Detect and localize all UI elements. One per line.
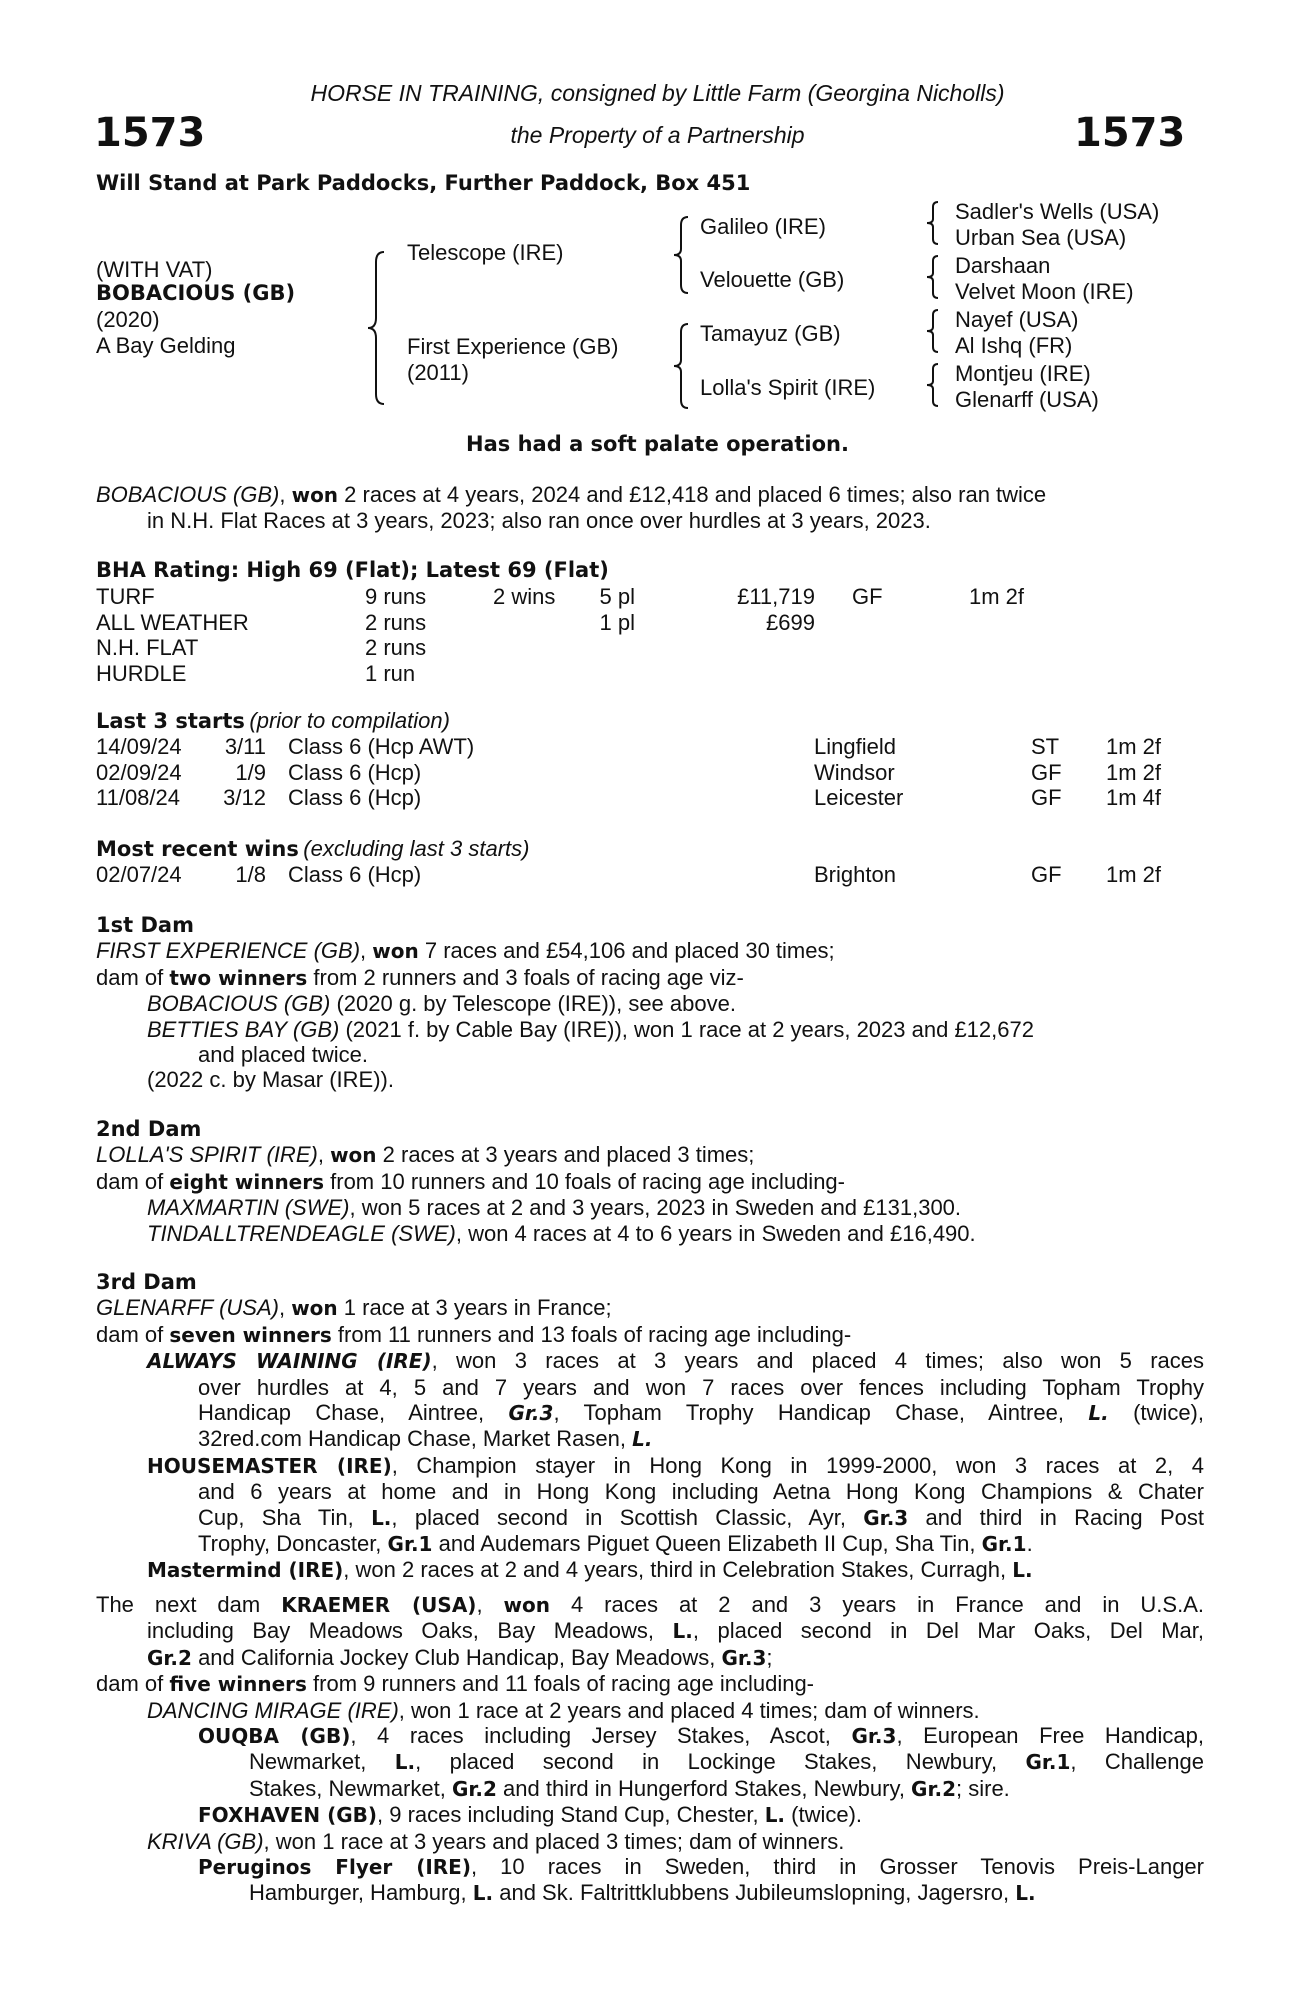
race-course: Leicester [814, 785, 904, 810]
entry-text: , won 1 race at 2 years and placed 4 times; dam of winners. [398, 1697, 980, 1723]
summary-horse-name: BOBACIOUS (GB) [96, 482, 280, 507]
g3-sadlers-wells: Sadler's Wells (USA) [955, 199, 1160, 224]
entry-peruginos-flyer [96, 1854, 1204, 1907]
race-position: 3/12 [223, 785, 266, 810]
second-dam-name: LOLLA'S SPIRIT (IRE) [96, 1142, 318, 1168]
entry-text: , European Free Handicap, [896, 1723, 1205, 1749]
foal-text: , won 4 races at 4 to 6 years in Sweden and £16,490. [455, 1220, 976, 1246]
listed-tag: L. [632, 1427, 653, 1452]
next-dam-text: 4 races at 2 and 3 years in France and in U.S.A. [550, 1592, 1204, 1617]
entry-text: , placed second in Lockinge Stakes, Newbury, [415, 1749, 1026, 1775]
third-dam-title: 3rd Dam [96, 1270, 197, 1294]
entry-text: Cup, Sha Tin, [198, 1504, 372, 1530]
foal-text: , won 5 races at 2 and 3 years, 2023 in Sweden and £131,300. [349, 1195, 962, 1221]
foal-name: TINDALLTRENDEAGLE (SWE) [147, 1220, 456, 1246]
g3-al-ishq: Al Ishq (FR) [955, 333, 1073, 358]
stabling-location: Will Stand at Park Paddocks, Further Paddock, Box 451 [96, 171, 751, 195]
next-dam-text: ; [766, 1644, 773, 1670]
grade-tag: Gr.3 [863, 1505, 909, 1530]
foal-name: MAXMARTIN (SWE) [147, 1195, 350, 1221]
rating-runs: 1 run [365, 660, 416, 686]
first-dam-produce-bold: two winners [169, 965, 308, 990]
second-dam-record: 2 races at 3 years and placed 3 times; [376, 1142, 755, 1168]
race-course: Windsor [814, 759, 895, 785]
dam-dam: Lolla's Spirit (IRE) [700, 375, 876, 400]
entry-text: Trophy, Doncaster, [198, 1531, 388, 1557]
rating-runs: 2 runs [365, 635, 427, 660]
entry-name: DANCING MIRAGE (IRE) [147, 1697, 399, 1723]
first-dam-produce-post: from 2 runners and 3 foals of racing age viz- [307, 964, 744, 990]
third-dam-won: won [291, 1296, 338, 1321]
third-dam-produce-pre: dam of [96, 1321, 170, 1347]
grade-tag: Gr.1 [1025, 1750, 1071, 1775]
recent-wins-subtitle: (excluding last 3 starts) [303, 836, 530, 861]
entry-text: and 6 years at home and in Hong Kong including Aetna Hong Kong Champions & Chater [198, 1479, 1204, 1505]
horse-year: (2020) [96, 307, 160, 332]
race-going: GF [1031, 785, 1062, 810]
rating-surface: TURF [96, 584, 155, 609]
entry-text: and third in Hungerford Stakes, Newbury, [496, 1775, 912, 1801]
foal-2022-colt: (2022 c. by Masar (IRE)). [147, 1067, 394, 1093]
entry-text: Hamburger, Hamburg, [249, 1880, 473, 1906]
recent-wins-heading [96, 836, 529, 862]
next-dam-text: including Bay Meadows Oaks, Bay Meadows, [147, 1618, 673, 1644]
entry-text: ; sire. [956, 1775, 1010, 1801]
race-course: Brighton [814, 862, 896, 887]
entry-text: , 9 races including Stand Cup, Chester, [377, 1802, 765, 1828]
first-dam-title: 1st Dam [96, 913, 194, 937]
grade-tag: Gr.3 [851, 1724, 897, 1749]
listed-tag: L. [672, 1619, 693, 1644]
lot-number-left: 1573 [94, 110, 206, 156]
entry-text: 32red.com Handicap Chase, Market Rasen, [198, 1426, 633, 1452]
next-dam-won: won [503, 1593, 550, 1617]
grade-tag: Gr.2 [451, 1776, 497, 1801]
last-starts-title: Last 3 starts [96, 709, 245, 733]
rating-distance: 1m 2f [969, 584, 1025, 609]
next-dam-produce-post: from 9 runners and 11 foals of racing age including- [306, 1671, 815, 1697]
rating-earnings: £699 [766, 609, 815, 635]
entry-text: , won 1 race at 3 years and placed 3 times; dam of winners. [263, 1828, 845, 1854]
rating-going: GF [852, 584, 883, 609]
summary-text: 2 races at 4 years, 2024 and £12,418 and placed 6 times; also ran twice [338, 482, 1047, 507]
next-dam-name: KRAEMER (USA) [281, 1593, 477, 1617]
second-dam-produce-pre: dam of [96, 1168, 170, 1194]
rating-runs: 9 runs [365, 584, 427, 609]
soft-palate-notice: Has had a soft palate operation. [466, 432, 849, 456]
last-starts-subtitle: (prior to compilation) [249, 708, 450, 733]
entry-text: , 10 races in Sweden, third in Grosser Tenovis Preis-Langer [470, 1854, 1204, 1880]
pedigree-brace-g3-4 [925, 362, 941, 408]
listed-tag: L. [1088, 1401, 1109, 1426]
third-dam-produce-post: from 11 runners and 13 foals of racing age including- [331, 1321, 852, 1347]
grade-tag: Gr.3 [721, 1645, 767, 1670]
next-dam-produce-bold: five winners [169, 1672, 307, 1697]
entry-ouqba [96, 1723, 1204, 1802]
g3-montjeu: Montjeu (IRE) [955, 361, 1091, 386]
entry-text: , Topham Trophy Handicap Chase, Aintree, [553, 1400, 1089, 1426]
race-position: 1/9 [235, 759, 266, 785]
race-class: Class 6 (Hcp) [288, 759, 422, 785]
entry-name: Peruginos Flyer (IRE) [198, 1855, 471, 1880]
sire-name: Telescope (IRE) [407, 240, 564, 265]
rating-runs: 2 runs [365, 609, 427, 635]
race-going: GF [1031, 759, 1062, 785]
entry-text: . [1026, 1531, 1033, 1557]
vat-label: (WITH VAT) [96, 257, 213, 282]
first-dam-produce-pre: dam of [96, 964, 170, 990]
g3-urban-sea: Urban Sea (USA) [955, 225, 1127, 250]
entry-text: , won 2 races at 2 and 4 years, third in Celebration Stakes, Curragh, [343, 1557, 1013, 1583]
entry-text: Handicap Chase, Aintree, [198, 1400, 509, 1426]
entry-text: (twice). [785, 1802, 863, 1828]
pedigree-brace-g3-3 [925, 308, 941, 354]
foal-tindalltrendeagle [96, 1221, 1204, 1246]
foal-text: (2020 g. by Telescope (IRE)), see above. [330, 991, 736, 1017]
race-class: Class 6 (Hcp AWT) [288, 734, 475, 759]
g3-glenarff: Glenarff (USA) [955, 387, 1099, 412]
foal-betties-bay-cont: and placed twice. [198, 1042, 368, 1068]
pedigree-brace-sire [672, 215, 692, 295]
entry-name: HOUSEMASTER (IRE) [147, 1453, 392, 1478]
next-dam-text: , placed second in Del Mar Oaks, Del Mar, [692, 1618, 1205, 1644]
foal-name: BETTIES BAY (GB) [147, 1016, 340, 1042]
entry-name: ALWAYS WAINING (IRE) [147, 1349, 432, 1374]
first-dam-won: won [372, 939, 419, 964]
race-going: ST [1031, 734, 1060, 759]
third-dam-name: GLENARFF (USA) [96, 1295, 279, 1321]
property-line: the Property of a Partnership [510, 122, 805, 148]
dam-name: First Experience (GB) [407, 334, 619, 359]
grade-tag: Gr.2 [147, 1645, 192, 1670]
entry-always-waining [96, 1348, 1204, 1453]
pedigree-brace-dam [672, 322, 692, 410]
g3-velvet-moon: Velvet Moon (IRE) [955, 279, 1134, 304]
race-date: 11/08/24 [96, 785, 181, 810]
rating-earnings: £11,719 [737, 584, 815, 609]
sire-dam: Velouette (GB) [700, 267, 845, 292]
race-date: 02/09/24 [96, 759, 182, 785]
lot-number-right: 1573 [1074, 110, 1186, 156]
race-position: 3/11 [224, 734, 266, 759]
entry-name: Mastermind (IRE) [147, 1558, 344, 1583]
entry-text: , Champion stayer in Hong Kong in 1999-2000, won 3 races at 2, 4 [391, 1452, 1205, 1478]
entry-text: , won 3 races at 3 years and placed 4 times; also won 5 races [431, 1348, 1204, 1374]
next-dam-produce-pre: dam of [96, 1671, 170, 1697]
pedigree-brace-g3-2 [925, 254, 941, 300]
entry-dancing-mirage [96, 1698, 1204, 1723]
second-dam-produce-bold: eight winners [169, 1169, 325, 1194]
race-distance: 1m 4f [1106, 785, 1162, 810]
race-record-summary: BOBACIOUS (GB), won 2 races at 4 years, 2024 and £12,418 and placed 6 times; also ran twice in N.H. Flat Races at 3 years, 2023; also ran once over hurdles at 3 years, 2023. [96, 482, 1204, 534]
next-dam-section: The next dam KRAEMER (USA), won 4 races at 2 and 3 years in France and in U.S.A. including Bay Meadows Oaks, Bay Meadows, L., placed second in Del Mar Oaks, Del Mar, Gr.2 and California Jockey Club Handicap, Bay Meadows, Gr.3; dam of five winners from 9 runners and 11 foals of racing age including- DANCING MIRAGE (IRE), won 1 race at 2 years and placed 4 times; dam of winners. OUQBA (GB), 4 races including Jersey Stakes, Ascot, Gr.3, European Free Handicap, Newmarket, L., placed second in Lockinge Stakes, Newbury, Gr.1, Challenge Stakes, Newmarket, Gr.2 and third in Hungerford Stakes, Newbury, Gr.2; sire. FOXHAVEN (GB), 9 races including Stand Cup, Chester, L. (twice). KRIVA (GB), won 1 race at 3 years and placed 3 times; dam of winners. Peruginos Flyer (IRE), 10 races in Sweden, third in Grosser Tenovis Preis-Langer Hamburger, Hamburg, L. and Sk. Faltrittklubbens Jubileumslopning, Jagersro, L. [96, 1592, 1205, 1906]
entry-text: , placed second in Scottish Classic, Ayr, [391, 1504, 864, 1530]
rating-placed: 1 pl [599, 609, 635, 635]
race-date: 02/07/24 [96, 862, 182, 887]
grade-tag: Gr.1 [387, 1532, 433, 1557]
pedigree-brace-main [366, 250, 388, 406]
race-distance: 1m 2f [1106, 862, 1162, 887]
rating-surface: N.H. FLAT [96, 635, 199, 660]
g3-darshaan: Darshaan [955, 253, 1051, 278]
listed-tag: L. [472, 1881, 494, 1906]
rating-surface: HURDLE [96, 660, 187, 686]
race-class: Class 6 (Hcp) [288, 862, 422, 887]
recent-wins-title: Most recent wins [96, 837, 299, 861]
entry-name: FOXHAVEN (GB) [198, 1803, 378, 1828]
entry-text: , Challenge [1070, 1749, 1204, 1775]
second-dam-won: won [330, 1143, 377, 1168]
third-dam-record: 1 race at 3 years in France; [337, 1295, 612, 1321]
g3-nayef: Nayef (USA) [955, 307, 1079, 332]
consignment-line: HORSE IN TRAINING, consigned by Little Farm (Georgina Nicholls) [310, 80, 1005, 106]
listed-tag: L. [371, 1505, 392, 1530]
race-course: Lingfield [814, 734, 896, 759]
entry-housemaster [96, 1453, 1204, 1558]
first-dam-name: FIRST EXPERIENCE (GB) [96, 938, 361, 964]
rating-wins: 2 wins [493, 584, 556, 609]
dam-year: (2011) [407, 360, 469, 385]
sire-sire: Galileo (IRE) [700, 214, 826, 239]
rating-placed: 5 pl [599, 584, 635, 609]
entry-name: KRIVA (GB) [147, 1828, 264, 1854]
grade-tag: Gr.3 [508, 1401, 554, 1426]
summary-text-cont: in N.H. Flat Races at 3 years, 2023; also ran once over hurdles at 3 years, 2023. [147, 508, 931, 534]
third-dam-produce-bold: seven winners [169, 1322, 332, 1347]
foal-bobacious [96, 991, 1204, 1016]
horse-name: BOBACIOUS (GB) [96, 281, 296, 305]
grade-tag: Gr.2 [911, 1776, 956, 1801]
entry-text: Stakes, Newmarket, [249, 1775, 452, 1801]
listed-tag: L. [394, 1750, 416, 1775]
third-dam-section: 3rd Dam GLENARFF (USA), won 1 race at 3 years in France; dam of seven winners from 11 runners and 13 foals of racing age including- ALWAYS WAINING (IRE), won 3 races at 3 years and placed 4 times; also won 5 races over hurdles at 4, 5 and 7 years and won 7 races over fences including Topham Trophy Handicap Chase, Aintree, Gr.3, Topham Trophy Handicap Chase, Aintree, L. (twice), 32red.com Handicap Chase, Market Rasen, L. HOUSEMASTER (IRE), Champion stayer in Hong Kong in 1999-2000, won 3 races at 2, 4 and 6 years at home and in Hong Kong including Aetna Hong Kong Champions & Chater Cup, Sha Tin, L., placed second in Scottish Classic, Ayr, Gr.3 and third in Racing Post Trophy, Doncaster, Gr.1 and Audemars Piguet Queen Elizabeth II Cup, Sha Tin, Gr.1. Mastermind (IRE), won 2 races at 2 and 4 years, third in Celebration Stakes, Curragh, L. [96, 1270, 1205, 1583]
foal-text: (2021 f. by Cable Bay (IRE)), won 1 race at 2 years, 2023 and £12,672 [339, 1016, 1034, 1042]
last-starts-heading [96, 708, 450, 734]
dam-sire: Tamayuz (GB) [700, 321, 841, 346]
foal-maxmartin [96, 1195, 1204, 1220]
entry-name: OUQBA (GB) [198, 1724, 351, 1749]
entry-text: Newmarket, [249, 1749, 395, 1775]
listed-tag: L. [764, 1803, 786, 1828]
race-position: 1/8 [235, 862, 266, 887]
second-dam-title: 2nd Dam [96, 1117, 202, 1141]
next-dam-text: and California Jockey Club Handicap, Bay Meadows, [191, 1644, 722, 1670]
entry-text: and third in Racing Post [908, 1504, 1204, 1530]
pedigree-brace-g3-1 [925, 200, 941, 246]
entry-foxhaven [96, 1802, 1204, 1828]
entry-text: over hurdles at 4, 5 and 7 years and won 7 races over fences including Topham Trophy [198, 1374, 1204, 1400]
race-distance: 1m 2f [1106, 759, 1162, 785]
entry-kriva [96, 1829, 1204, 1854]
horse-description: A Bay Gelding [96, 333, 236, 358]
grade-tag: Gr.1 [981, 1532, 1027, 1557]
first-dam-section: 1st Dam FIRST EXPERIENCE (GB), won 7 races and £54,106 and placed 30 times; dam of two winners from 2 runners and 3 foals of racing age viz- BOBACIOUS (GB) (2020 g. by Telescope (IRE)), see above. BETTIES BAY (GB) (2021 f. by Cable Bay (IRE)), won 1 race at 2 years, 2023 and £12,672 and placed twice. (2022 c. by Masar (IRE)). [96, 913, 1204, 1093]
foal-name: BOBACIOUS (GB) [147, 991, 331, 1017]
second-dam-section: 2nd Dam LOLLA'S SPIRIT (IRE), won 2 races at 3 years and placed 3 times; dam of eight winners from 10 runners and 10 foals of racing age including- MAXMARTIN (SWE), won 5 races at 2 and 3 years, 2023 in Sweden and £131,300. TINDALLTRENDEAGLE (SWE), won 4 races at 4 to 6 years in Sweden and £16,490. [96, 1117, 1204, 1246]
second-dam-produce-post: from 10 runners and 10 foals of racing age including- [324, 1168, 845, 1194]
entry-text: (twice), [1108, 1400, 1204, 1426]
race-distance: 1m 2f [1106, 734, 1162, 759]
entry-text: and Audemars Piguet Queen Elizabeth II Cup, Sha Tin, [432, 1531, 982, 1557]
entry-text: , 4 races including Jersey Stakes, Ascot, [350, 1723, 852, 1749]
entry-text: and Sk. Faltrittklubbens Jubileumslopning, Jagersro, [493, 1880, 1016, 1906]
race-class: Class 6 (Hcp) [288, 785, 422, 810]
listed-tag: L. [1015, 1881, 1036, 1906]
summary-won: won [291, 483, 339, 507]
first-dam-record: 7 races and £54,106 and placed 30 times; [418, 938, 835, 964]
listed-tag: L. [1012, 1558, 1033, 1583]
bha-rating-title: BHA Rating: High 69 (Flat); Latest 69 (Flat) [96, 558, 609, 582]
race-date: 14/09/24 [96, 734, 182, 759]
entry-mastermind [96, 1557, 1204, 1583]
rating-surface: ALL WEATHER [96, 609, 249, 635]
race-going: GF [1031, 862, 1062, 887]
next-dam-pre: The next dam [96, 1592, 282, 1617]
foal-betties-bay [96, 1017, 1204, 1042]
